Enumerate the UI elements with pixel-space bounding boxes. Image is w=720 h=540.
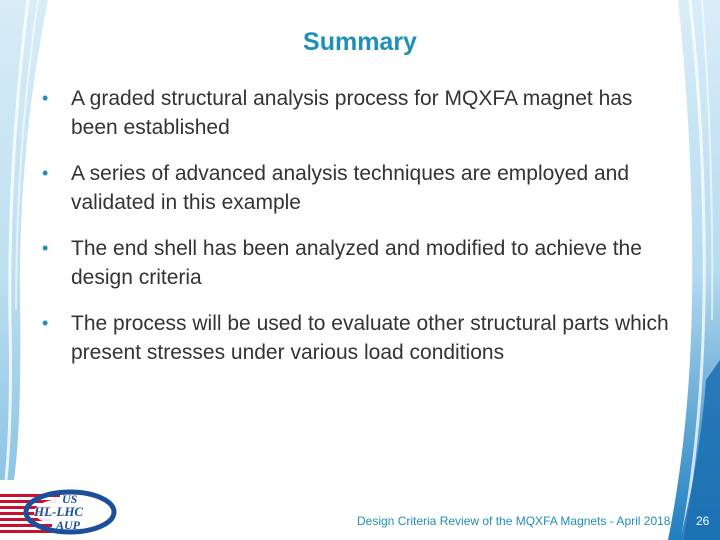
bullet-text: A series of advanced analysis techniques are employed and validated in this example [71, 162, 630, 214]
bullet-marker: • [42, 238, 49, 258]
logo-line-1: US [62, 492, 78, 506]
us-hl-lhc-aup-logo [0, 486, 120, 540]
bullet-marker: • [42, 163, 49, 183]
bullet-marker: • [42, 88, 49, 108]
bullet-list [40, 84, 680, 384]
bullet-item [40, 234, 680, 292]
footer-text: Design Criteria Review of the MQXFA Magnets - April 2018 [357, 514, 671, 528]
bullet-item [40, 159, 680, 217]
bullet-item [40, 84, 680, 142]
bullet-item [40, 309, 680, 367]
logo-line-3: AUP [56, 518, 80, 532]
bullet-marker: • [42, 313, 49, 333]
page-number: 26 [696, 514, 710, 528]
slide-title: Summary [303, 28, 417, 56]
logo-line-2: HL-LHC [34, 504, 84, 519]
bullet-text: The process will be used to evaluate other structural parts which present stresses under various load conditions [71, 312, 669, 364]
bullet-text: A graded structural analysis process for MQXFA magnet has been established [71, 87, 633, 139]
bullet-text: The end shell has been analyzed and modified to achieve the design criteria [71, 237, 642, 289]
